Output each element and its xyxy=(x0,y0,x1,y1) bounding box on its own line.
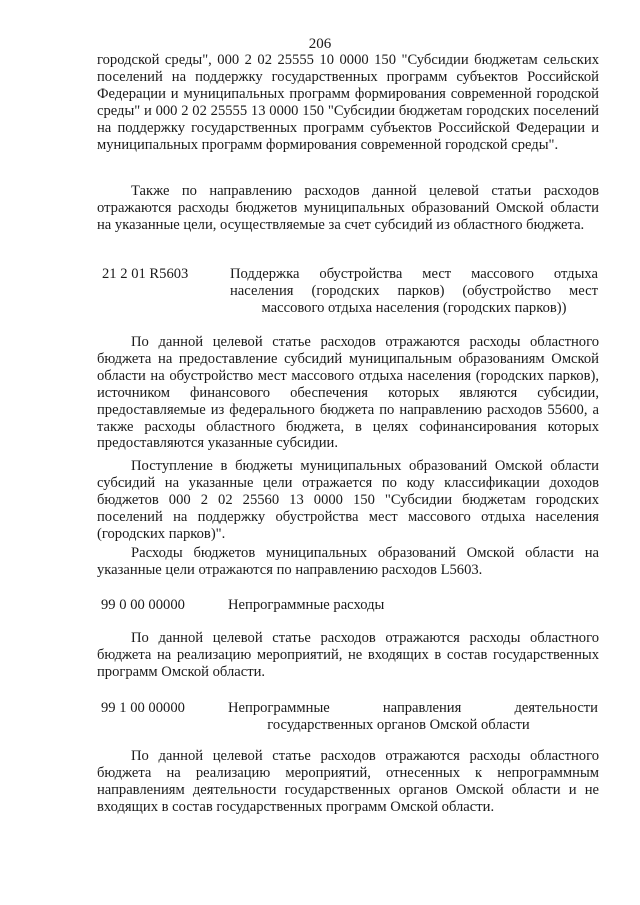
intro-paragraph-continuation: городской среды", 000 2 02 25555 10 0000 150 "Субсидии бюджетам сельских поселений на поддержку государственных программ субъектов Российской Федерации и муниципальных программ формирования современной городской среды" и 000 2 02 25555 13 0000 150 "Субсидии бюджетам городских поселений на поддержку государственных программ субъектов Российской Федерации и муниципальных программ формирования современной городской среды". xyxy=(97,52,599,153)
entry-1-paragraph-2: Поступление в бюджеты муниципальных образований Омской области субсидий на указанные цели отражается по коду классификации доходов бюджетов 000 2 02 25560 13 0000 150 "Субсидии бюджетам городских поселений на поддержку обустройства мест массового отдыха населения (городских парков)". xyxy=(97,458,599,542)
entry-1-paragraph-3: Расходы бюджетов муниципальных образований Омской области на указанные цели отражаются по направлению расходов L5603. xyxy=(97,545,599,578)
intro-paragraph-also: Также по направлению расходов данной целевой статьи расходов отражаются расходы бюджетов муниципальных образований Омской области на указанные цели, осуществляемые за счет субсидий из областного бюджета. xyxy=(97,183,599,233)
entry-title-non-program-state-bodies: Непрограммные направления деятельности государственных органов Омской области xyxy=(228,700,598,733)
page-number: 206 xyxy=(308,36,332,52)
entry-code-21-2-01-r5603: 21 2 01 R5603 xyxy=(102,266,189,282)
entry-3-paragraph-1: По данной целевой статье расходов отражаются расходы областного бюджета на реализацию мероприятий, отнесенных к непрограммным направлениям деятельности государственных органов Омской области и не входящих в состав государственных программ Омской области. xyxy=(97,748,599,815)
entry-title-non-program-expenses: Непрограммные расходы xyxy=(228,597,385,613)
entry-title-park-improvement: Поддержка обустройства мест массового отдыха населения (городских парков) (обустройство мест массового отдыха населения (городских парков)) xyxy=(230,266,598,316)
entry-code-99-1-00-00000: 99 1 00 00000 xyxy=(101,700,185,716)
entry-1-paragraph-1: По данной целевой статье расходов отражаются расходы областного бюджета на предоставление субсидий муниципальным образованиям Омской области на обустройство мест массового отдыха населения (городских парков), источником финансового обеспечения которых являются субсидии, предоставляемые из федерального бюджета по направлению расходов 55600, а также расходы областного бюджета, в целях софинансирования которых предоставляются указанные субсидии. xyxy=(97,334,599,452)
entry-2-paragraph-1: По данной целевой статье расходов отражаются расходы областного бюджета на реализацию мероприятий, не входящих в состав государственных программ Омской области. xyxy=(97,630,599,680)
entry-code-99-0-00-00000: 99 0 00 00000 xyxy=(101,597,185,613)
